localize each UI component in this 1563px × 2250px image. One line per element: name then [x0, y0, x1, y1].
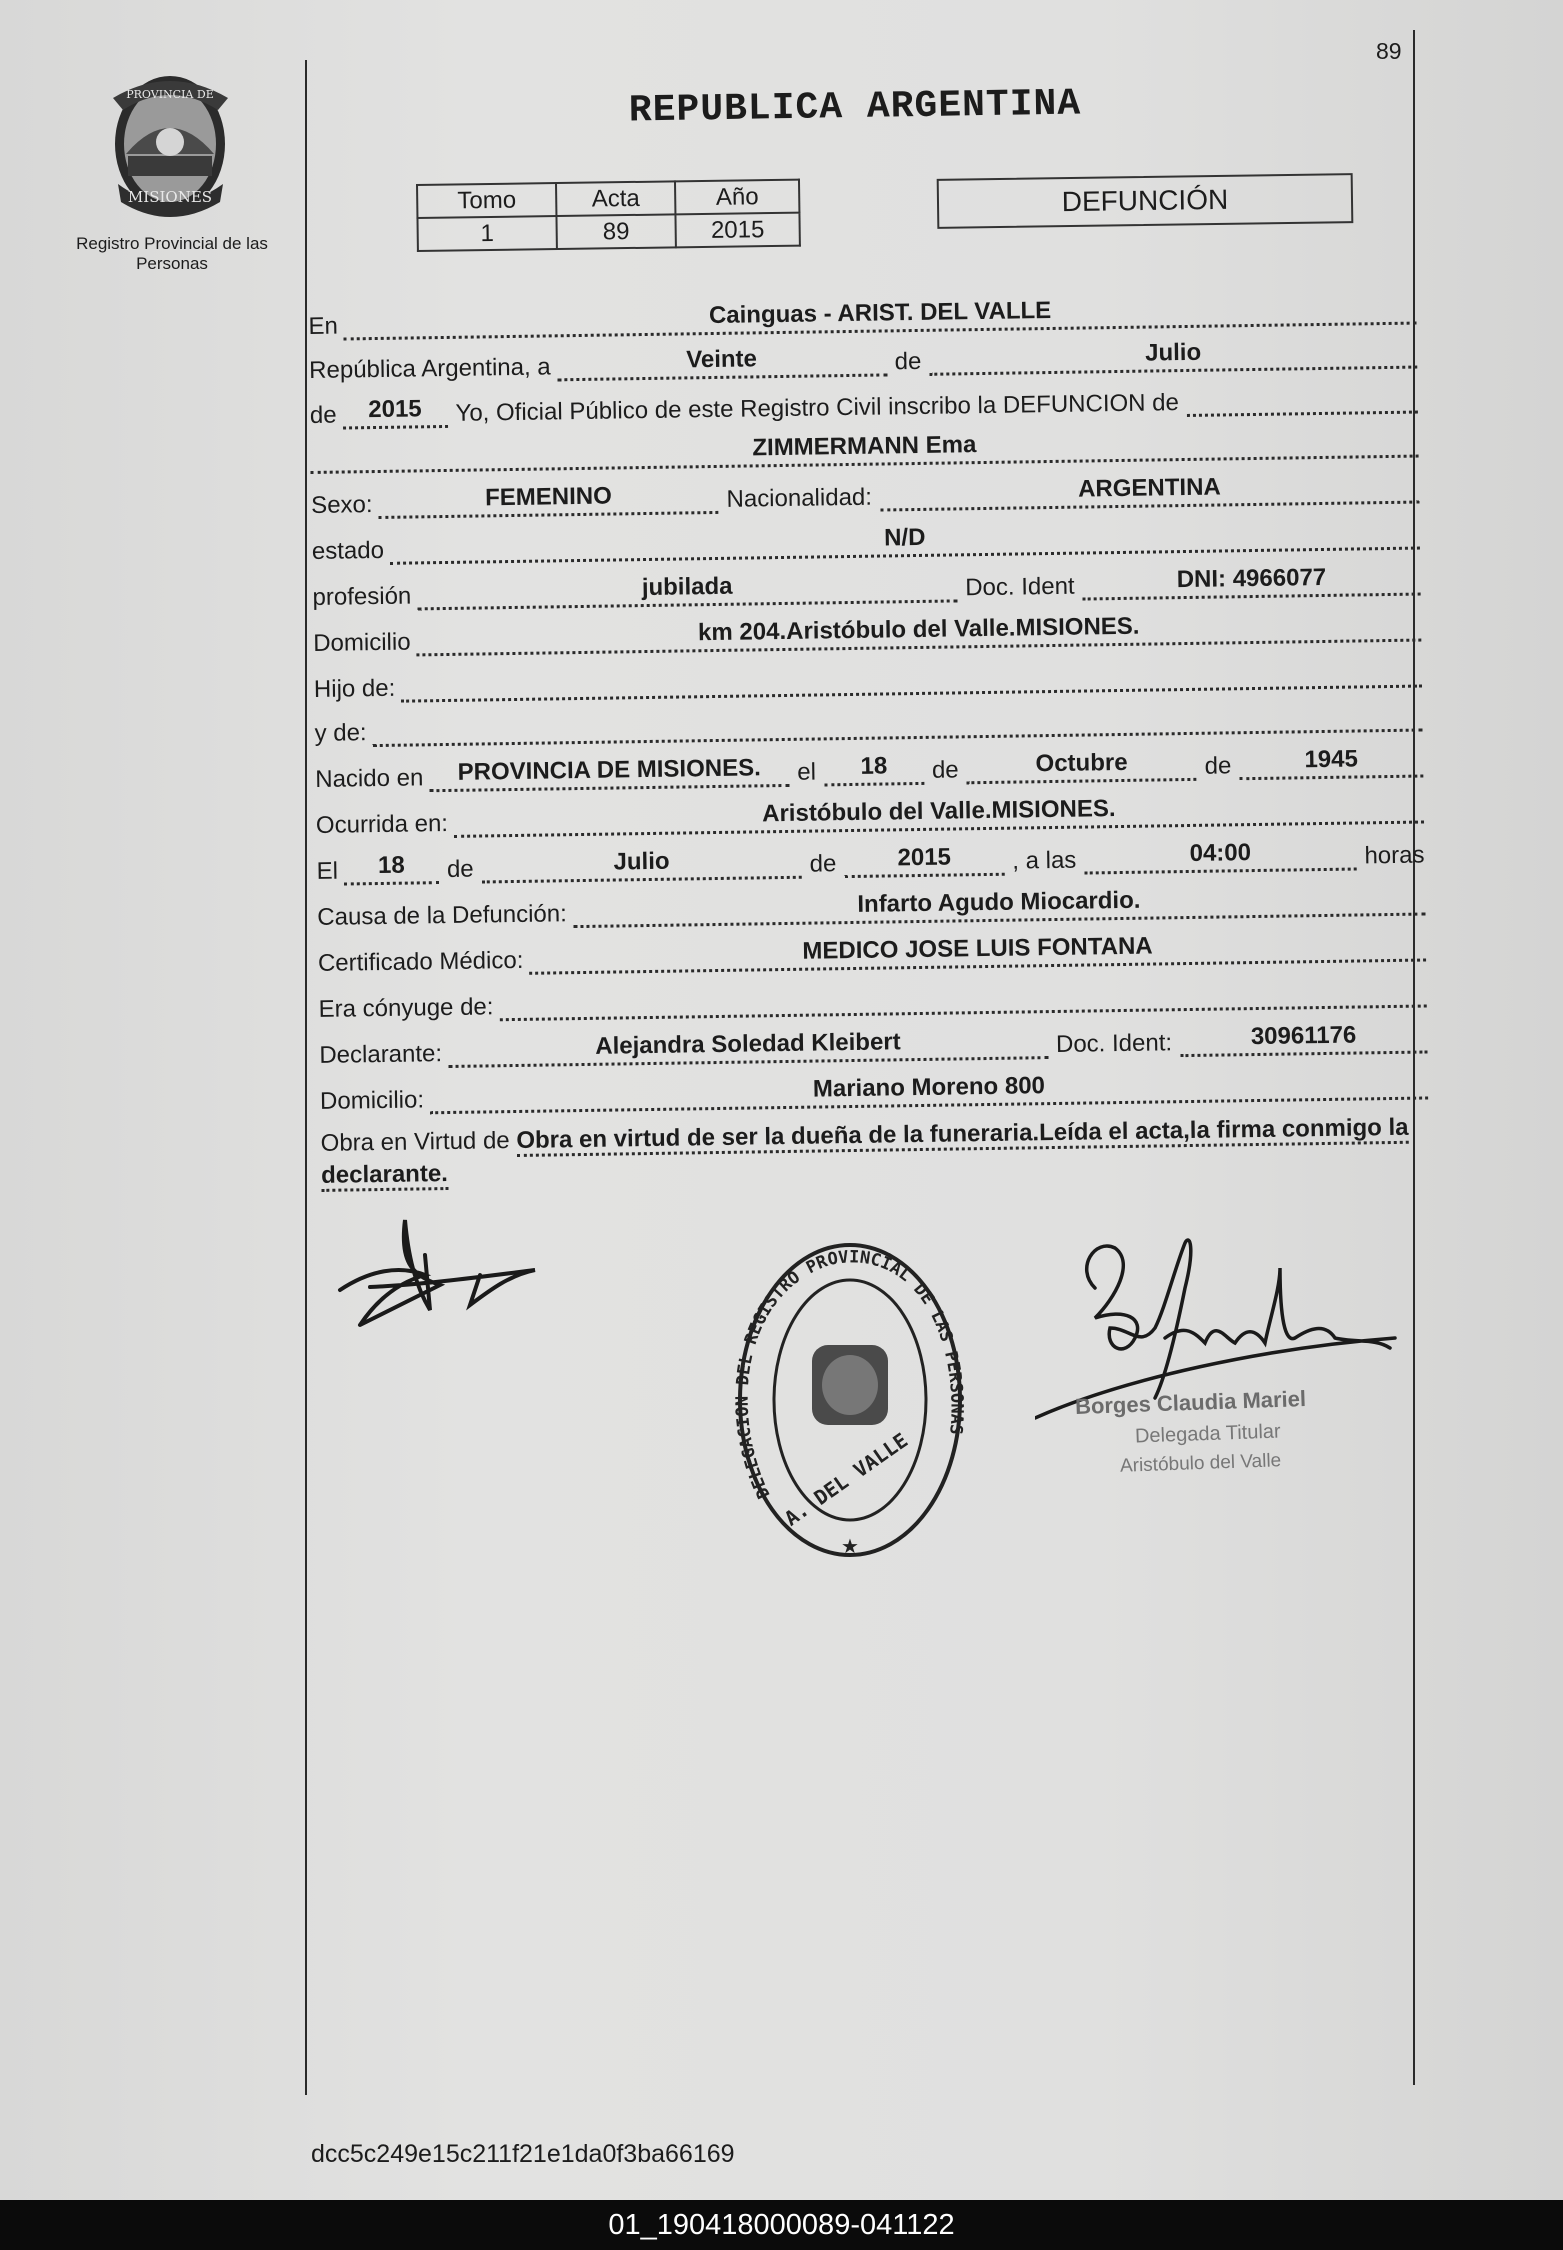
value-domicilio: km 204.Aristóbulo del Valle.MISIONES.	[416, 612, 1421, 657]
stamp-outer-text: DELEGACION DEL REGISTRO PROVINCIAL DE LAS PERSONAS	[732, 1247, 967, 1502]
label-conyuge: Era cónyuge de:	[318, 993, 494, 1023]
label-alas: , a las	[1012, 846, 1077, 875]
value-day: Veinte	[556, 346, 886, 381]
value-causa: Infarto Agudo Miocardio.	[573, 885, 1426, 928]
label-horas: horas	[1364, 841, 1425, 870]
label-de-year: de	[309, 401, 337, 429]
row-profesion	[312, 562, 1420, 612]
value-conyuge	[499, 977, 1427, 1021]
label-ocurrida: Ocurrida en:	[315, 809, 449, 839]
label-death-de2: de	[809, 850, 837, 878]
seal-text-top: PROVINCIA DE	[126, 88, 214, 101]
row-date	[309, 335, 1417, 385]
value-en: Cainguas - ARIST. DEL VALLE	[344, 295, 1417, 341]
text-oficial: Yo, Oficial Público de este Registro Civil inscribo la DEFUNCION de	[455, 389, 1180, 427]
registry-value-anio: 2015	[675, 213, 799, 248]
row-causa	[317, 881, 1425, 931]
document-title: REPUBLICA ARGENTINA	[628, 82, 1082, 133]
value-month: Julio	[929, 339, 1417, 376]
row-obra	[320, 1111, 1429, 1191]
label-death-de1: de	[446, 855, 474, 884]
value-doc2: 30961176	[1180, 1023, 1428, 1057]
seal-text-bottom: MISIONES	[127, 188, 213, 206]
value-nacido: PROVINCIA DE MISIONES.	[429, 757, 789, 792]
value-nacionalidad: ARGENTINA	[880, 474, 1420, 512]
svg-text:★: ★	[841, 1536, 859, 1558]
label-birth-de2: de	[1204, 752, 1232, 780]
delegation-stamp	[730, 1235, 970, 1565]
value-birth-day: 18	[824, 755, 924, 786]
label-birth-de1: de	[931, 756, 959, 784]
label-sexo: Sexo:	[310, 491, 373, 519]
label-yde: y de:	[314, 719, 367, 747]
value-death-year: 2015	[844, 846, 1004, 878]
value-death-month: Julio	[481, 849, 801, 884]
value-death-time: 04:00	[1084, 841, 1357, 875]
label-estado: estado	[311, 536, 385, 565]
value-deceased-name: ZIMMERMANN Ema	[310, 428, 1418, 474]
row-en	[308, 291, 1416, 341]
row-sexo	[311, 470, 1419, 520]
label-certificado: Certificado Médico:	[317, 946, 524, 977]
value-ocurrida: Aristóbulo del Valle.MISIONES.	[454, 794, 1424, 838]
left-margin-line	[305, 60, 307, 2095]
official-place: Aristóbulo del Valle	[1119, 1450, 1282, 1477]
label-doc: Doc. Ident	[965, 572, 1075, 602]
label-republica: República Argentina, a	[308, 353, 551, 384]
row-hijo	[314, 654, 1422, 704]
label-profesion: profesión	[312, 582, 412, 611]
row-declarante	[319, 1019, 1427, 1069]
value-declarante: Alejandra Soledad Kleibert	[448, 1029, 1048, 1068]
registry-header-anio: Año	[675, 180, 799, 215]
label-doc2: Doc. Ident:	[1055, 1029, 1173, 1058]
stamp-inner-text: A. DEL VALLE	[779, 1427, 913, 1531]
declarant-signature	[330, 1215, 550, 1350]
row-ocurrida	[316, 790, 1424, 840]
label-causa: Causa de la Defunción:	[317, 900, 567, 931]
label-el: el	[797, 758, 817, 786]
registry-table	[416, 179, 801, 252]
official-role: Delegada Titular	[1134, 1420, 1281, 1448]
row-certificado	[318, 927, 1426, 977]
value-certificado: MEDICO JOSE LUIS FONTANA	[529, 931, 1426, 974]
row-yde	[314, 698, 1422, 748]
page-number: 89	[1376, 38, 1402, 64]
row-death-date	[316, 836, 1424, 886]
value-doc: DNI: 4966077	[1082, 566, 1420, 601]
row-estado	[312, 516, 1420, 566]
label-domicilio2: Domicilio:	[319, 1086, 425, 1115]
oficial-blank	[1187, 384, 1418, 417]
scan-id-footer: 01_190418000089-041122	[0, 2200, 1563, 2250]
institution-caption: Registro Provincial de las Personas	[76, 234, 268, 273]
official-name: Borges Claudia Mariel	[1074, 1385, 1307, 1420]
label-declarante: Declarante:	[319, 1040, 443, 1069]
document-hash: dcc5c249e15c211f21e1da0f3ba66169	[311, 2140, 735, 2168]
label-domicilio: Domicilio	[313, 628, 411, 657]
value-obra: Obra en virtud de ser la dueña de la funeraria.Leída el acta,la firma conmigo la declarante.	[321, 1114, 1409, 1192]
label-en: En	[308, 312, 339, 340]
value-death-day: 18	[344, 854, 439, 885]
row-name	[310, 424, 1418, 474]
registry-value-row	[417, 213, 799, 251]
value-birth-month: Octubre	[966, 751, 1196, 784]
registry-header-tomo: Tomo	[417, 183, 556, 218]
label-nacido: Nacido en	[315, 764, 424, 793]
record-type-box: DEFUNCIÓN	[937, 173, 1354, 229]
row-domicilio2	[320, 1065, 1428, 1115]
value-domicilio2: Mariano Moreno 800	[430, 1069, 1428, 1114]
row-year	[310, 380, 1418, 430]
row-domicilio	[313, 608, 1421, 658]
death-record-form	[308, 274, 1425, 1189]
value-birth-year: 1945	[1239, 748, 1423, 781]
label-obra: Obra en Virtud de	[320, 1127, 510, 1157]
value-profesion: jubilada	[417, 572, 957, 610]
label-hijo: Hijo de:	[313, 674, 396, 703]
row-nacido	[315, 744, 1423, 794]
registry-header-acta: Acta	[556, 181, 675, 216]
value-hijo	[401, 658, 1422, 703]
label-nacionalidad: Nacionalidad:	[726, 483, 873, 513]
value-estado: N/D	[390, 520, 1420, 565]
value-year: 2015	[342, 398, 447, 430]
row-conyuge	[318, 973, 1426, 1023]
registry-value-acta: 89	[556, 214, 675, 249]
province-seal-logo	[108, 72, 233, 217]
label-de: de	[894, 347, 922, 376]
label-El: El	[316, 857, 339, 885]
value-sexo: FEMENINO	[378, 484, 718, 519]
registry-value-tomo: 1	[417, 216, 556, 251]
registry-header-row	[417, 180, 799, 218]
value-yde	[372, 702, 1422, 748]
